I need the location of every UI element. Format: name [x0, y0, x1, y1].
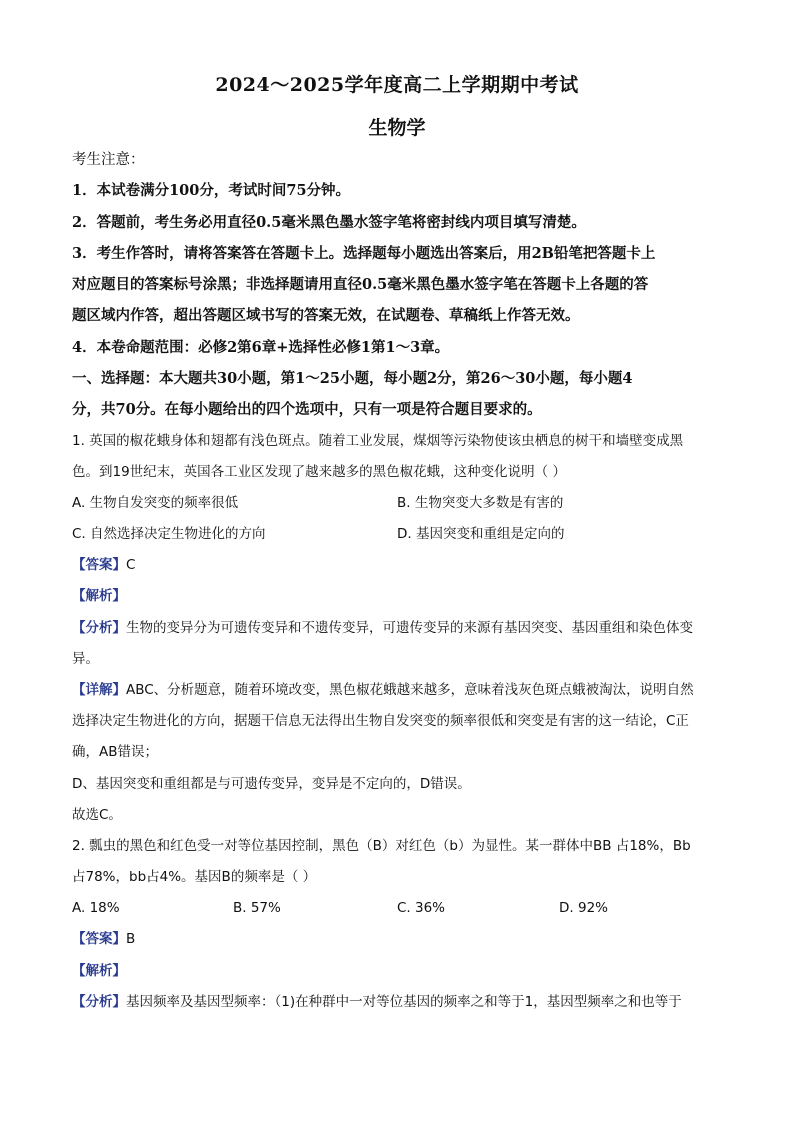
q1-xiangjie-line-3: 确，AB错误；: [72, 744, 158, 760]
q2-stem-line-1: 2. 瓢虫的黑色和红色受一对等位基因控制，黑色（B）对红色（b）为显性。某一群体中BB 占18%，Bb: [72, 838, 691, 854]
q1-xiangjie-line-1: [72, 679, 694, 701]
subject-title: 生物学: [368, 117, 426, 139]
q1-option-a: A. 生物自发突变的频率很低: [72, 495, 239, 511]
q1-option-c: C. 自然选择决定生物进化的方向: [72, 526, 266, 542]
q2-analysis-tag: [72, 960, 126, 982]
notice-line-4: 对应题目的答案标号涂黑；非选择题请用直径0.5毫米黑色墨水签字笔在答题卡上各题的答: [72, 276, 649, 293]
exam-title: 2024～2025学年度高二上学期期中考试: [215, 74, 579, 96]
analysis-tag: 【解析】: [72, 963, 126, 979]
answer-value: C: [126, 557, 136, 573]
notice-line-5: 题区域内作答，超出答题区域书写的答案无效，在试题卷、草稿纸上作答无效。: [72, 307, 580, 324]
fenxi-tag: 【分析】: [72, 620, 126, 636]
q2-option-d: D. 92%: [559, 900, 608, 916]
q2-option-a: A. 18%: [72, 900, 120, 916]
q1-option-b: B. 生物突变大多数是有害的: [397, 495, 564, 511]
q1-answer: [72, 554, 135, 576]
q1-xiangjie-line-2: 选择决定生物进化的方向，据题干信息无法得出生物自发突变的频率很低和突变是有害的这一结论，C正: [72, 713, 689, 729]
q2-option-c: C. 36%: [397, 900, 446, 916]
fenxi-text: 生物的变异分为可遗传变异和不遗传变异，可遗传变异的来源有基因突变、基因重组和染色体变: [126, 620, 693, 636]
section-line-2: 分，共70分。在每小题给出的四个选项中，只有一项是符合题目要求的。: [72, 401, 542, 418]
q2-option-b: B. 57%: [233, 900, 281, 916]
section-line-1: 一、选择题：本大题共30小题，第1～25小题，每小题2分，第26～30小题，每小题4: [72, 370, 633, 387]
q1-stem-line-2: 色。到19世纪末，英国各工业区发现了越来越多的黑色椒花蛾，这种变化说明（ ）: [72, 464, 566, 480]
xiangjie-tag: 【详解】: [72, 682, 126, 698]
answer-tag: 【答案】: [72, 557, 126, 573]
q2-stem-line-2: 占78%，bb占4%。基因B的频率是（ ）: [72, 869, 317, 885]
q1-analysis-tag: [72, 585, 126, 607]
xiangjie-text: ABC、分析题意，随着环境改变，黑色椒花蛾越来越多，意味着浅灰色斑点蛾被淘汰，说明自然: [126, 682, 694, 698]
answer-tag: 【答案】: [72, 931, 126, 947]
q1-fenxi-line-2: 异。: [72, 651, 99, 667]
notice-line-3: 3．考生作答时，请将答案答在答题卡上。选择题每小题选出答案后，用2B铅笔把答题卡上: [72, 245, 656, 262]
notice-line-2: 2．答题前，考生务必用直径0.5毫米黑色墨水签字笔将密封线内项目填写清楚。: [72, 214, 586, 231]
analysis-tag: 【解析】: [72, 588, 126, 604]
q2-fenxi-line-1: [72, 991, 682, 1013]
notice-heading: 考生注意：: [72, 152, 145, 168]
q1-stem-line-1: 1. 英国的椒花蛾身体和翅都有浅色斑点。随着工业发展，煤烟等污染物使该虫栖息的树干和墙壁变成黑: [72, 433, 684, 449]
answer-value: B: [126, 931, 136, 947]
fenxi-tag: 【分析】: [72, 994, 126, 1010]
q1-xiangjie-line-4: D、基因突变和重组都是与可遗传变异，变异是不定向的，D错误。: [72, 776, 471, 792]
notice-line-6: 4．本卷命题范围：必修2第6章+选择性必修1第1～3章。: [72, 339, 450, 356]
q1-fenxi-line-1: [72, 617, 693, 639]
q1-conclusion: 故选C。: [72, 807, 122, 823]
q2-answer: [72, 928, 135, 950]
q1-option-d: D. 基因突变和重组是定向的: [397, 526, 565, 542]
fenxi-text: 基因频率及基因型频率：（1)在种群中一对等位基因的频率之和等于1，基因型频率之和也等于: [126, 994, 682, 1010]
notice-line-1: 1．本试卷满分100分，考试时间75分钟。: [72, 182, 351, 199]
